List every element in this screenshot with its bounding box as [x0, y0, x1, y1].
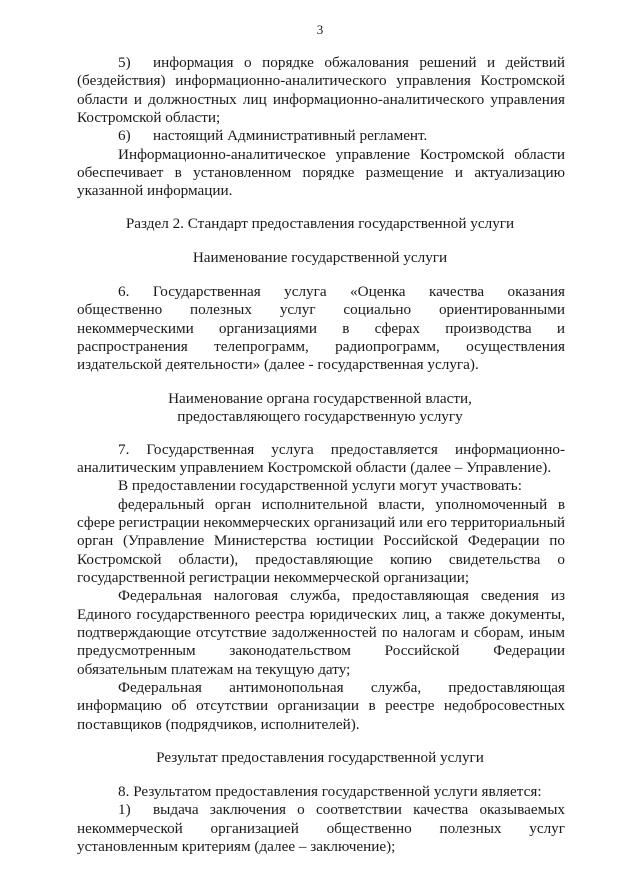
text-line: настоящий Административный регламент. [153, 127, 428, 144]
text-line: В предоставлении государственной услуги могут участвовать: [118, 477, 522, 494]
text-line: Федеральная антимонопольная служба, предоставляющая [118, 679, 565, 696]
text-line: Федеральная налоговая служба, предоставляющая сведения из [118, 587, 565, 604]
text-line: аналитическим управлением Костромской области (далее – Управление). [77, 459, 552, 476]
subsection-heading: Наименование государственной услуги [192, 249, 448, 266]
text-line: общественно полезных услуг социально ориентированными [77, 301, 565, 318]
text-line: поставщиков (подрядчиков, исполнителей). [77, 716, 360, 733]
text-line: некоммерческой организацией общественно полезных услуг [77, 820, 565, 837]
text-line: федеральный орган исполнительной власти, уполномоченный в [118, 496, 565, 513]
text-line: государственной регистрации некоммерческой организации; [77, 569, 470, 586]
subsection-heading: Результат предоставления государственной услуги [156, 749, 484, 766]
text-line: орган (Управление Министерства юстиции Российской Федерации по [77, 532, 565, 549]
text-line: указанной информации. [77, 182, 233, 199]
text-line: Костромской области; [77, 109, 221, 126]
subsection-heading: Наименование органа государственной власти, [168, 390, 472, 407]
list-number: 1) [118, 801, 131, 818]
text-line: информация о порядке обжалования решений и действий [153, 54, 565, 71]
text-line: подтверждающие отсутствие задолженностей по налогам и сборам, иным [77, 624, 565, 641]
page-number: 3 [316, 22, 324, 37]
list-number: 5) [118, 54, 131, 71]
text-line: некоммерческими организациями в сферах производства и [77, 320, 565, 337]
text-line: сфере регистрации некоммерческих организаций или его территориальный [77, 514, 565, 531]
text-line: обязательным платежам на текущую дату; [77, 661, 351, 678]
text-line: выдача заключения о соответствии качества оказываемых [153, 801, 565, 818]
text-line: предусмотренным законодательством Российской Федерации [77, 642, 565, 659]
text-line: 8. Результатом предоставления государственной услуги является: [118, 783, 542, 800]
text-line: издательской деятельности» (далее - государственная услуга). [77, 356, 479, 373]
text-line: Костромской области), предоставляющие копию свидетельства о [77, 551, 565, 568]
text-line: области и должностных лиц информационно-аналитического управления [77, 91, 565, 108]
subsection-heading: предоставляющего государственную услугу [177, 408, 463, 425]
text-line: распространения телепрограмм, радиопрограмм, осуществления [77, 338, 565, 355]
text-line: 6. Государственная услуга «Оценка качества оказания [118, 283, 565, 300]
text-line: Информационно-аналитическое управление Костромской области [118, 146, 565, 163]
section-title: Раздел 2. Стандарт предоставления государственной услуги [125, 215, 515, 232]
text-line: 7. Государственная услуга предоставляется информационно- [118, 441, 565, 458]
list-number: 6) [118, 127, 131, 144]
text-line: информацию об отсутствии организации в реестре недобросовестных [77, 697, 565, 714]
text-line: установленным критериям (далее – заключение); [77, 838, 396, 855]
text-line: обеспечивает в установленном порядке размещение и актуализацию [77, 164, 565, 181]
text-line: (бездействия) информационно-аналитического управления Костромской [77, 72, 565, 89]
text-line: Единого государственного реестра юридических лиц, а также документы, [77, 606, 565, 623]
